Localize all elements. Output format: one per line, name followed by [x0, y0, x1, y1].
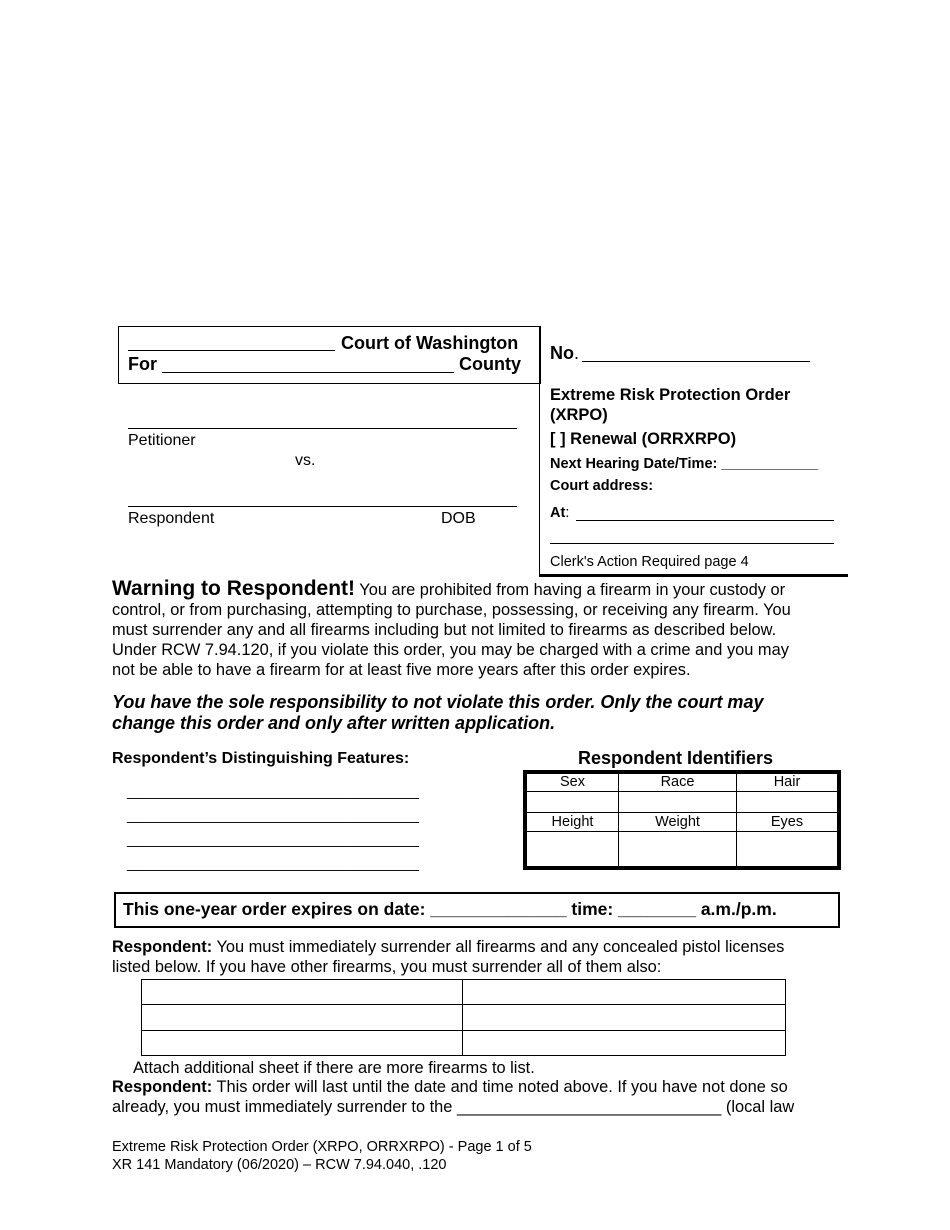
case-number-blank[interactable]: [582, 361, 810, 362]
warning-line-2: control, or from purchasing, attempting to purchase, possessing, or receiving any firearm. You: [112, 601, 791, 619]
footer-line-2: XR 141 Mandatory (06/2020) – RCW 7.94.040, .120: [112, 1157, 447, 1173]
sex-cell[interactable]: [525, 791, 619, 812]
height-header: Height: [525, 812, 619, 831]
features-blank-2[interactable]: ___________________________________: [127, 807, 419, 824]
firearm-cell[interactable]: [463, 1005, 786, 1030]
warning-line-4: Under RCW 7.94.120, if you violate this order, you may be charged with a crime and you may: [112, 641, 789, 659]
duration-respondent-label: Respondent:: [112, 1078, 213, 1096]
firearms-table: [141, 979, 786, 1056]
respondent-blank[interactable]: [128, 506, 517, 507]
at-colon: :: [565, 505, 570, 521]
at-label: [550, 505, 569, 521]
warning-heading: Warning to Respondent!: [112, 577, 356, 600]
county-label: County: [459, 354, 521, 374]
surrender-paragraph: [112, 937, 784, 977]
court-address-blank-1[interactable]: [576, 520, 834, 521]
sole-responsibility-line-2: change this order and only after written application.: [112, 713, 556, 733]
order-title: Extreme Risk Protection Order (XRPO): [550, 386, 791, 424]
features-blank-1[interactable]: ___________________________________: [127, 783, 419, 800]
hair-header: Hair: [737, 772, 840, 791]
respondent-label: Respondent: [128, 510, 215, 527]
firearm-cell[interactable]: [463, 980, 786, 1005]
court-name-blank[interactable]: [128, 350, 335, 351]
caption-bottom-rule: [539, 574, 848, 577]
identifiers-table: [523, 770, 841, 870]
county-name-blank[interactable]: [162, 372, 454, 373]
surrender-line-1: You must immediately surrender all firearms and any concealed pistol licenses: [216, 938, 785, 956]
weight-header: Weight: [619, 812, 737, 831]
weight-cell[interactable]: [619, 831, 737, 868]
sex-header: Sex: [525, 772, 619, 791]
firearm-cell[interactable]: [142, 980, 463, 1005]
duration-paragraph: [112, 1077, 794, 1117]
identifiers-heading: Respondent Identifiers: [578, 748, 774, 768]
firearm-cell[interactable]: [142, 1005, 463, 1030]
firearm-cell[interactable]: [463, 1030, 786, 1055]
case-number-label: [550, 343, 579, 364]
features-blank-3[interactable]: ___________________________________: [127, 831, 419, 848]
duration-line-2[interactable]: already, you must immediately surrender to the _____________________________ (local law: [112, 1098, 795, 1116]
surrender-respondent-label: Respondent:: [112, 938, 213, 956]
warning-line-3: must surrender any and all firearms including but not limited to firearms as described below.: [112, 621, 777, 639]
court-address-blank-2[interactable]: [550, 543, 834, 544]
renewal-checkbox[interactable]: [ ] Renewal (ORRXRPO): [550, 430, 737, 448]
sole-responsibility-line-1: You have the sole responsibility to not violate this order. Only the court may: [112, 692, 764, 712]
vs-label: vs.: [295, 452, 316, 469]
warning-paragraph: [112, 579, 842, 680]
distinguishing-features-blanks[interactable]: [127, 780, 419, 876]
next-hearing-label[interactable]: Next Hearing Date/Time: ____________: [550, 456, 819, 472]
sole-responsibility-notice: [112, 692, 763, 734]
features-blank-4[interactable]: ___________________________________: [127, 855, 419, 872]
for-label: For: [128, 354, 157, 374]
eyes-header: Eyes: [737, 812, 840, 831]
distinguishing-features-heading: Respondent’s Distinguishing Features:: [112, 750, 410, 767]
attach-sheet-note: Attach additional sheet if there are more firearms to list.: [133, 1059, 535, 1077]
no-text: No: [550, 343, 574, 363]
duration-line-1: This order will last until the date and time noted above. If you have not done so: [216, 1078, 788, 1096]
court-address-label: Court address:: [550, 478, 654, 494]
court-of-washington-label: Court of Washington: [341, 333, 519, 353]
hair-cell[interactable]: [737, 791, 840, 812]
at-text: At: [550, 505, 566, 521]
petitioner-label: Petitioner: [128, 432, 196, 449]
race-cell[interactable]: [619, 791, 737, 812]
surrender-line-2: listed below. If you have other firearms, you must surrender all of them also:: [112, 958, 662, 976]
dob-label: DOB: [441, 510, 476, 527]
petitioner-blank[interactable]: [128, 428, 517, 429]
footer-line-1: Extreme Risk Protection Order (XRPO, ORRXRPO) - Page 1 of 5: [112, 1139, 532, 1155]
height-cell[interactable]: [525, 831, 619, 868]
race-header: Race: [619, 772, 737, 791]
eyes-cell[interactable]: [737, 831, 840, 868]
warning-line-1: You are prohibited from having a firearm in your custody or: [359, 581, 786, 599]
clerk-action-note: Clerk's Action Required page 4: [550, 554, 749, 570]
firearm-cell[interactable]: [142, 1030, 463, 1055]
expiry-text[interactable]: This one-year order expires on date: ______________ time: ________ a.m./p.m.: [123, 899, 777, 919]
caption-divider: [539, 326, 540, 574]
page-footer: [112, 1138, 532, 1174]
no-period: .: [574, 343, 580, 363]
warning-line-5: not be able to have a firearm for at least five more years after this order expires.: [112, 661, 691, 679]
